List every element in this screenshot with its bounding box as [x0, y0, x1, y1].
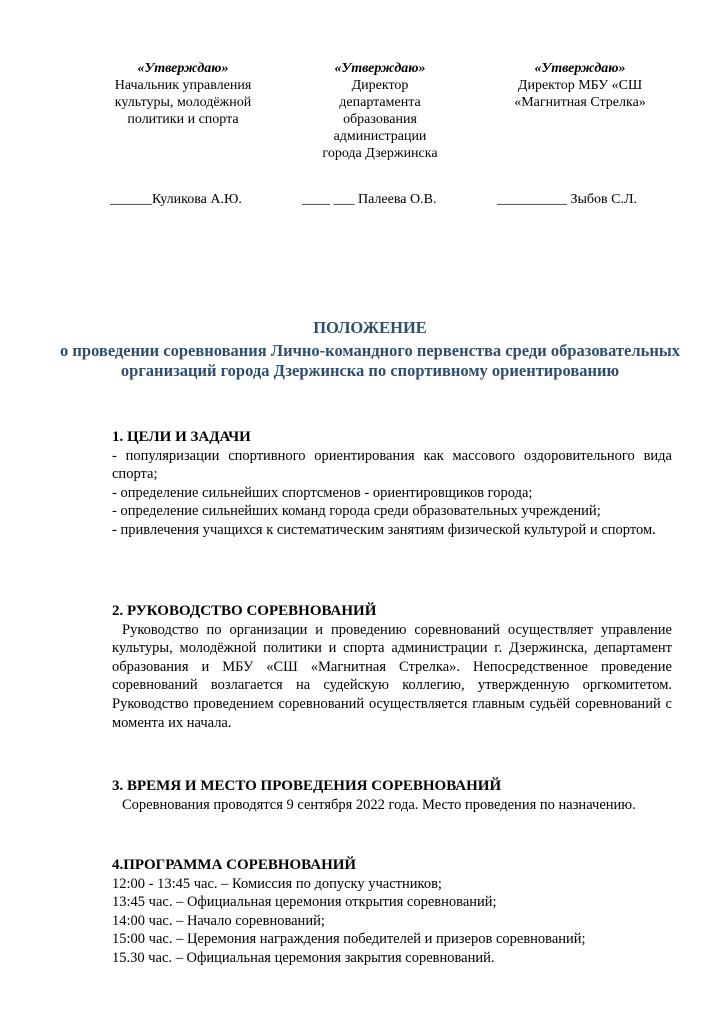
approver-title-line: департамента — [339, 95, 421, 110]
section-program — [112, 856, 672, 968]
section-paragraph: Соревнования проводятся 9 сентября 2022 года. Место проведения по назначению. — [122, 796, 636, 813]
program-item: 15.30 час. – Официальная церемония закрытия соревнований. — [112, 949, 495, 966]
goal-item: - популяризации спортивного ориентирования как массового оздоровительного вида спорта; — [112, 447, 672, 483]
approval-heading: «Утверждаю» — [137, 61, 229, 76]
goal-item: - определение сильнейших спортсменов - ориентировщиков города; — [112, 484, 533, 501]
signature-line-kulikova: ______Куликова А.Ю. — [110, 192, 242, 207]
approver-title-line: «Магнитная Стрелка» — [514, 95, 646, 110]
approver-title-line: культуры, молодёжной — [114, 95, 252, 110]
approver-title-line: образования — [343, 112, 417, 127]
section-heading: 4.ПРОГРАММА СОРЕВНОВАНИЙ — [112, 857, 357, 873]
section-time-place — [112, 777, 672, 814]
approval-block-education — [285, 60, 475, 162]
approval-block-culture — [88, 60, 278, 128]
program-item: 14:00 час. – Начало соревнований; — [112, 912, 325, 929]
program-item: 15:00 час. – Церемония награждения победителей и призеров соревнований; — [112, 931, 586, 948]
document-title: ПОЛОЖЕНИЕ — [313, 318, 427, 337]
approver-title-line: Директор — [351, 78, 409, 93]
approval-heading: «Утверждаю» — [334, 61, 426, 76]
program-item: 12:00 - 13:45 час. – Комиссия по допуску участников; — [112, 875, 442, 892]
approver-title-line: Директор МБУ «СШ — [517, 78, 643, 93]
goal-item: - определение сильнейших команд города среди образовательных учреждений; — [112, 503, 601, 520]
approver-title-line: администрации — [333, 129, 427, 144]
section-heading: 3. ВРЕМЯ И МЕСТО ПРОВЕДЕНИЯ СОРЕВНОВАНИЙ — [112, 778, 502, 794]
signature-line-zybov: __________ Зыбов С.Л. — [497, 192, 637, 207]
section-goals — [112, 428, 672, 540]
program-item: 13:45 час. – Официальная церемония открытия соревнований; — [112, 894, 497, 911]
approver-title-line: Начальник управления — [114, 78, 252, 93]
signature-line-paleeva: ____ ___ Палеева О.В. — [302, 192, 437, 207]
goal-item: - привлечения учащихся к систематическим занятиям физической культурой и спортом. — [112, 521, 656, 538]
approval-block-sport-school — [485, 60, 675, 111]
section-management — [112, 602, 672, 732]
section-heading: 1. ЦЕЛИ И ЗАДАЧИ — [112, 429, 251, 445]
approval-heading: «Утверждаю» — [534, 61, 626, 76]
section-heading: 2. РУКОВОДСТВО СОРЕВНОВАНИЙ — [112, 603, 377, 619]
document-subtitle: о проведении соревнования Лично-командного первенства среди образовательных организаций города Дзержинска по спортивному ориентированию — [60, 341, 680, 380]
approver-title-line: города Дзержинска — [322, 146, 438, 161]
section-paragraph: Руководство по организации и проведению соревнований осуществляет управление культуры, молодёжной политики и спорта администрации г. Дзержинска, департамент образования и МБУ «СШ «Магнитная Стрелка». Непосредственное проведение соревнований возлагается на судейскую коллегию, утвержденную оргкомитетом. Руководство проведением соревнований осуществляется главным судьёй соревнований с момента их начала. — [112, 621, 672, 731]
approver-title-line: политики и спорта — [127, 112, 239, 127]
